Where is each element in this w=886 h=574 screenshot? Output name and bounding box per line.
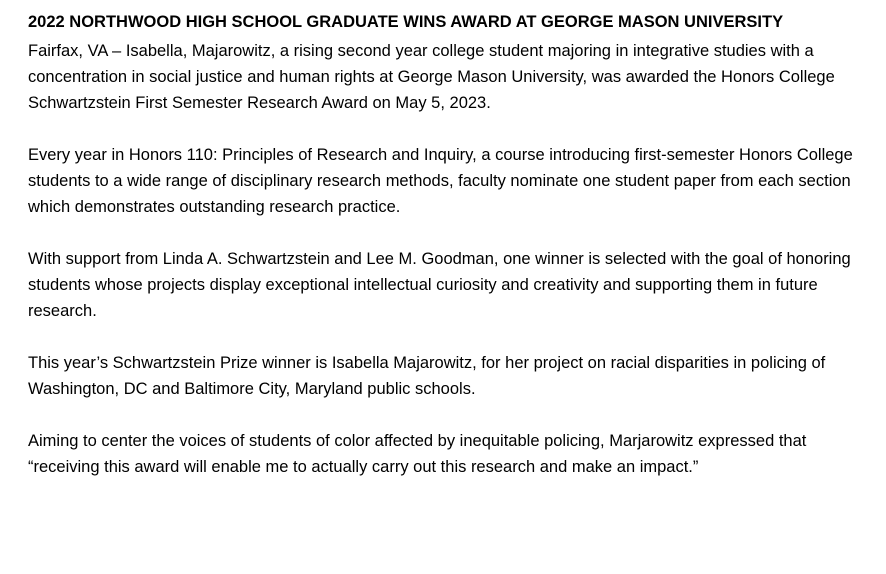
headline: 2022 NORTHWOOD HIGH SCHOOL GRADUATE WINS AWARD AT GEORGE MASON UNIVERSITY <box>28 13 784 31</box>
paragraph-quote: Aiming to center the voices of students of color affected by inequitable policing, Marjarowitz expressed that “receiving this award will enable me to actually carry out this research and make an impact.” <box>28 432 807 476</box>
paragraph-support: With support from Linda A. Schwartzstein and Lee M. Goodman, one winner is selected with the goal of honoring students whose projects display exceptional intellectual curiosity and creativity and supporting them in future research. <box>28 250 851 320</box>
article-body <box>28 38 866 480</box>
paragraph-course: Every year in Honors 110: Principles of Research and Inquiry, a course introducing first-semester Honors College students to a wide range of disciplinary research methods, faculty nominate one student paper from each section which demonstrates outstanding research practice. <box>28 146 853 216</box>
paragraph-intro: Fairfax, VA – Isabella, Majarowitz, a rising second year college student majoring in integrative studies with a concentration in social justice and human rights at George Mason University, was awarded the Honors College Schwartzstein First Semester Research Award on May 5, 2023. <box>28 42 835 112</box>
paragraph-winner: This year’s Schwartzstein Prize winner is Isabella Majarowitz, for her project on racial disparities in policing of Washington, DC and Baltimore City, Maryland public schools. <box>28 354 826 398</box>
